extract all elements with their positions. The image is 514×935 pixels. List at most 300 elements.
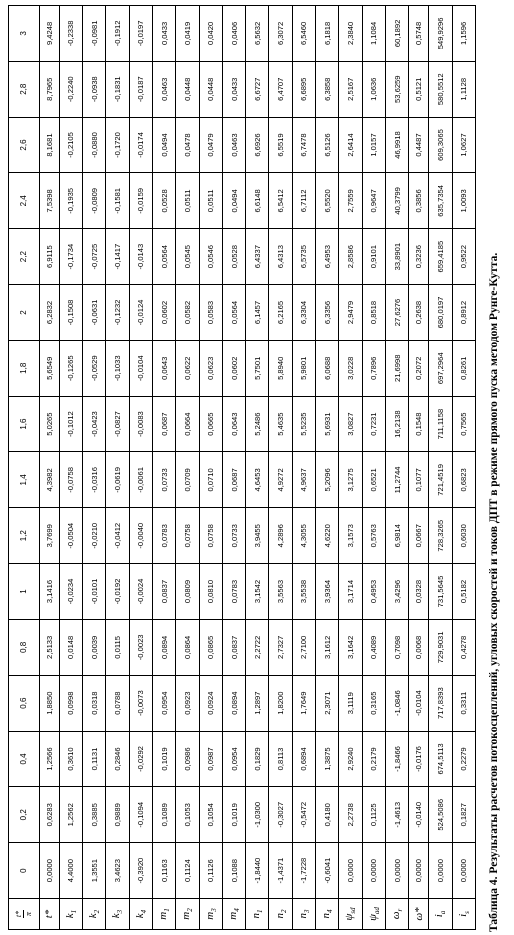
table-cell: 8,7965: [39, 61, 59, 117]
table-cell: 0,8113: [269, 731, 292, 787]
table-cell: 0,0000: [409, 843, 429, 899]
table-cell: 717,8393: [429, 675, 452, 731]
table-cell: -0,5472: [292, 787, 315, 843]
table-cell: -0,0234: [59, 564, 82, 620]
column-header: 1,8: [9, 340, 40, 396]
table-cell: 0,0783: [152, 508, 175, 564]
table-cell: -0,0292: [129, 731, 152, 787]
table-row: [59, 6, 82, 930]
table-cell: -0,0827: [106, 396, 129, 452]
table-row: [316, 6, 339, 930]
table-cell: 731,5645: [429, 564, 452, 620]
table-row: [106, 6, 129, 930]
table-cell: 0,0986: [176, 731, 199, 787]
table-cell: 6,6895: [292, 61, 315, 117]
table-row: [129, 6, 152, 930]
table-cell: 0,0923: [176, 675, 199, 731]
table-cell: 0,0318: [82, 675, 105, 731]
table-cell: 549,9296: [429, 6, 452, 62]
table-cell: 1,1128: [452, 61, 475, 117]
column-header: 2: [9, 285, 40, 341]
table-cell: 0,2072: [409, 340, 429, 396]
table-cell: -0,1734: [59, 229, 82, 285]
row-label: t*: [39, 899, 59, 930]
table-cell: 0,0494: [222, 173, 245, 229]
table-cell: 2,7559: [339, 173, 362, 229]
table-caption: Таблица 4. Результаты расчетов потокосцеплений, угловых скоростей и токов ДПТ в режиме прямого пуска методом Рунге-Кутта.: [488, 252, 500, 932]
table-cell: -0,0140: [409, 787, 429, 843]
table-cell: 2,5167: [339, 61, 362, 117]
table-cell: 0,1054: [199, 787, 222, 843]
table-cell: 0,1126: [199, 843, 222, 899]
table-cell: 2,7100: [292, 619, 315, 675]
table-cell: 4,9637: [292, 452, 315, 508]
table-cell: 0,0987: [199, 731, 222, 787]
table-cell: 0,6894: [292, 731, 315, 787]
table-cell: 5,7501: [246, 340, 269, 396]
table-cell: 0,0758: [176, 508, 199, 564]
table-cell: 0,0546: [199, 229, 222, 285]
table-cell: -1,8466: [386, 731, 409, 787]
table-cell: 0,2179: [362, 731, 385, 787]
table-cell: 3,5563: [269, 564, 292, 620]
table-row: [269, 6, 292, 930]
table-cell: 1,8200: [269, 675, 292, 731]
row-label: $k_1$: [59, 899, 82, 930]
table-cell: 0,9522: [452, 229, 475, 285]
table-cell: 6,3356: [316, 285, 339, 341]
table-cell: 4,3055: [292, 508, 315, 564]
table-cell: -0,0187: [129, 61, 152, 117]
table-cell: 0,0758: [199, 508, 222, 564]
corner-fraction: [14, 910, 33, 918]
row-label: $m_4$: [222, 899, 245, 930]
table-cell: 8,1681: [39, 117, 59, 173]
table-cell: 0,3311: [452, 675, 475, 731]
table-cell: 0,0115: [106, 619, 129, 675]
table-cell: 0,1163: [152, 843, 175, 899]
table-cell: -0,2105: [59, 117, 82, 173]
table-cell: 0,0433: [152, 6, 175, 62]
table-cell: 4,4000: [59, 843, 82, 899]
table-cell: 0,0837: [152, 564, 175, 620]
table-cell: 0,2638: [409, 285, 429, 341]
table-cell: 0,1019: [222, 787, 245, 843]
table-cell: 0,0420: [199, 6, 222, 62]
table-cell: 6,1457: [246, 285, 269, 341]
table-cell: 3,4623: [106, 843, 129, 899]
table-cell: 0,0894: [152, 619, 175, 675]
column-header: 0,4: [9, 731, 40, 787]
table-cell: 1,2562: [59, 787, 82, 843]
table-cell: 2,9240: [339, 731, 362, 787]
table-cell: 0,6823: [452, 452, 475, 508]
table-cell: 0,0000: [39, 843, 59, 899]
table-cell: 5,8940: [269, 340, 292, 396]
table-cell: -0,0631: [82, 285, 105, 341]
table-cell: 0,8518: [362, 285, 385, 341]
table-cell: 721,4519: [429, 452, 452, 508]
table-cell: 6,5412: [269, 173, 292, 229]
table-cell: 0,6521: [362, 452, 385, 508]
table-row: [429, 6, 452, 930]
table-cell: 0,3165: [362, 675, 385, 731]
table-cell: 5,5235: [292, 396, 315, 452]
table-row: [362, 6, 385, 930]
table-row: [452, 6, 475, 930]
table-cell: -1,4613: [386, 787, 409, 843]
table-cell: 3,1542: [246, 564, 269, 620]
table-cell: 0,4487: [409, 117, 429, 173]
table-cell: -0,3920: [129, 843, 152, 899]
table-cell: 0,0478: [176, 117, 199, 173]
table-row: [199, 6, 222, 930]
table-cell: -1,4371: [269, 843, 292, 899]
table-cell: 0,0545: [176, 229, 199, 285]
table-cell: -0,0880: [82, 117, 105, 173]
table-cell: -1,0300: [246, 787, 269, 843]
table-cell: 6,4953: [316, 229, 339, 285]
table-cell: 16,2138: [386, 396, 409, 452]
table-row: [339, 6, 362, 930]
table-cell: 6,5519: [269, 117, 292, 173]
table-cell: 0,4278: [452, 619, 475, 675]
table-cell: 46,9918: [386, 117, 409, 173]
table-cell: 5,2486: [246, 396, 269, 452]
table-cell: 0,1131: [82, 731, 105, 787]
table-cell: 2,8586: [339, 229, 362, 285]
row-label: $m_1$: [152, 899, 175, 930]
table-cell: 0,0564: [222, 285, 245, 341]
table-cell: 3,1714: [339, 564, 362, 620]
table-cell: -0,2240: [59, 61, 82, 117]
table-cell: -0,0412: [106, 508, 129, 564]
table-cell: 1,3551: [82, 843, 105, 899]
table-cell: 711,1158: [429, 396, 452, 452]
row-label: $n_2$: [269, 899, 292, 930]
table-cell: 0,3610: [59, 731, 82, 787]
table-cell: -0,0529: [82, 340, 105, 396]
table-cell: 0,0687: [222, 452, 245, 508]
table-cell: -0,0040: [129, 508, 152, 564]
table-cell: 3,1573: [339, 508, 362, 564]
table-cell: 0,4180: [316, 787, 339, 843]
table-cell: 0,6030: [452, 508, 475, 564]
column-header: 1: [9, 564, 40, 620]
table-cell: 0,5121: [409, 61, 429, 117]
table-cell: 6,7112: [292, 173, 315, 229]
table-cell: -0,1831: [106, 61, 129, 117]
table-cell: -0,0073: [129, 675, 152, 731]
row-label: $k_3$: [106, 899, 129, 930]
row-label: $\psi_{sd}$: [339, 899, 362, 930]
table-cell: -0,1912: [106, 6, 129, 62]
table-cell: -0,1265: [59, 340, 82, 396]
table-cell: 0,5182: [452, 564, 475, 620]
table-cell: 6,3304: [292, 285, 315, 341]
table-cell: 0,0000: [339, 843, 362, 899]
table-cell: 0,0783: [222, 564, 245, 620]
table-cell: 0,7565: [452, 396, 475, 452]
table-cell: -0,1720: [106, 117, 129, 173]
table-cell: 0,0710: [199, 452, 222, 508]
table-cell: -0,0758: [59, 452, 82, 508]
table-cell: 1,8850: [39, 675, 59, 731]
table-cell: -0,3027: [269, 787, 292, 843]
table-cell: 0,1829: [246, 731, 269, 787]
table-cell: 0,0788: [106, 675, 129, 731]
table-cell: 6,0688: [316, 340, 339, 396]
table-cell: -1,8440: [246, 843, 269, 899]
table-cell: 1,2566: [39, 731, 59, 787]
table-row: [246, 6, 269, 930]
table-cell: 0,1125: [362, 787, 385, 843]
table-cell: 53,6259: [386, 61, 409, 117]
table-cell: 3,9364: [316, 564, 339, 620]
table-row: [176, 6, 199, 930]
table-cell: 0,0643: [152, 340, 175, 396]
table-cell: 0,1088: [222, 843, 245, 899]
table-cell: 27,6276: [386, 285, 409, 341]
table-cell: -1,0846: [386, 675, 409, 731]
column-header: 2,8: [9, 61, 40, 117]
table-cell: 0,0448: [176, 61, 199, 117]
table-cell: 7,5398: [39, 173, 59, 229]
table-cell: 0,8261: [452, 340, 475, 396]
table-cell: 0,0954: [222, 731, 245, 787]
table-cell: 0,0894: [222, 675, 245, 731]
table-cell: 0,0068: [409, 619, 429, 675]
table-cell: 0,0511: [176, 173, 199, 229]
table-cell: 0,4953: [362, 564, 385, 620]
table-cell: -0,1094: [129, 787, 152, 843]
table-cell: 0,0000: [452, 843, 475, 899]
table-cell: -0,6041: [316, 843, 339, 899]
table-cell: 6,5126: [316, 117, 339, 173]
table-cell: 6,4313: [269, 229, 292, 285]
table-cell: 0,1089: [152, 787, 175, 843]
table-cell: 6,6926: [246, 117, 269, 173]
table-cell: 33,8901: [386, 229, 409, 285]
table-cell: 0,0709: [176, 452, 199, 508]
table-cell: 1,1596: [452, 6, 475, 62]
table-cell: 3,0228: [339, 340, 362, 396]
table-cell: 40,3799: [386, 173, 409, 229]
table-cell: 580,5512: [429, 61, 452, 117]
table-cell: 0,0924: [199, 675, 222, 731]
table-cell: -0,0809: [82, 173, 105, 229]
table-cell: 0,0406: [222, 6, 245, 62]
table-cell: -0,0316: [82, 452, 105, 508]
table-cell: 0,0810: [199, 564, 222, 620]
table-cell: 635,7354: [429, 173, 452, 229]
table-cell: 0,0954: [152, 675, 175, 731]
table-cell: 524,5086: [429, 787, 452, 843]
table-cell: -0,0938: [82, 61, 105, 117]
table-cell: 60,1892: [386, 6, 409, 62]
table-cell: 0,0998: [59, 675, 82, 731]
column-header: 2,2: [9, 229, 40, 285]
table-cell: 3,1275: [339, 452, 362, 508]
table-cell: 0,0039: [82, 619, 105, 675]
row-label: $m_3$: [199, 899, 222, 930]
table-cell: 0,0602: [152, 285, 175, 341]
table-cell: -0,0174: [129, 117, 152, 173]
column-header: 3: [9, 6, 40, 62]
table-cell: 3,1119: [339, 675, 362, 731]
table-cell: 0,0583: [199, 285, 222, 341]
table-cell: 0,9889: [106, 787, 129, 843]
table-cell: 674,5113: [429, 731, 452, 787]
table-cell: 6,5632: [246, 6, 269, 62]
column-header: 1,4: [9, 452, 40, 508]
table-cell: -0,0083: [129, 396, 152, 452]
column-header: 0,6: [9, 675, 40, 731]
table-cell: 697,2964: [429, 340, 452, 396]
table-cell: 5,9801: [292, 340, 315, 396]
table-cell: 3,1612: [316, 619, 339, 675]
table-cell: 0,1124: [176, 843, 199, 899]
table-cell: 6,5735: [292, 229, 315, 285]
table-cell: 6,4337: [246, 229, 269, 285]
table-cell: 0,0665: [199, 396, 222, 452]
table-cell: 0,0667: [409, 508, 429, 564]
table-cell: 0,0479: [199, 117, 222, 173]
table-cell: 3,1642: [339, 619, 362, 675]
table-cell: 1,1084: [362, 6, 385, 62]
table-cell: 0,0000: [386, 843, 409, 899]
table-header-row: [9, 6, 40, 930]
table-cell: 0,0463: [152, 61, 175, 117]
table-cell: 0,3885: [82, 787, 105, 843]
table-cell: 1,3875: [316, 731, 339, 787]
table-cell: 4,6220: [316, 508, 339, 564]
row-label: $\omega_r$: [386, 899, 409, 930]
table-cell: -0,0504: [59, 508, 82, 564]
table-cell: -0,0210: [82, 508, 105, 564]
table-cell: 3,0827: [339, 396, 362, 452]
table-cell: 6,5460: [292, 6, 315, 62]
table-cell: 0,6283: [39, 787, 59, 843]
table-row: [409, 6, 429, 930]
table-cell: 5,0265: [39, 396, 59, 452]
table-cell: 0,8912: [452, 285, 475, 341]
table-cell: 0,0148: [59, 619, 82, 675]
corner-numerator: t*: [14, 910, 24, 918]
column-header: 0: [9, 843, 40, 899]
table-cell: 1,0093: [452, 173, 475, 229]
table-cell: 0,4089: [362, 619, 385, 675]
table-cell: 0,0664: [176, 396, 199, 452]
column-header: 2,4: [9, 173, 40, 229]
table-cell: 0,0494: [152, 117, 175, 173]
column-header: 1,2: [9, 508, 40, 564]
table-cell: -0,0619: [106, 452, 129, 508]
column-header: 0,8: [9, 619, 40, 675]
row-label: $k_4$: [129, 899, 152, 930]
table-cell: 0,0528: [222, 229, 245, 285]
table-cell: 6,9814: [386, 508, 409, 564]
table-cell: 0,0564: [152, 229, 175, 285]
table-cell: 0,9647: [362, 173, 385, 229]
table-cell: 21,6998: [386, 340, 409, 396]
table-cell: 2,7327: [269, 619, 292, 675]
table-cell: -0,1508: [59, 285, 82, 341]
table-cell: 2,6414: [339, 117, 362, 173]
table-cell: 2,9479: [339, 285, 362, 341]
table-cell: -0,0423: [82, 396, 105, 452]
table-cell: 5,2096: [316, 452, 339, 508]
table-cell: -0,0024: [129, 564, 152, 620]
table-cell: 0,5763: [362, 508, 385, 564]
row-label: $n_4$: [316, 899, 339, 930]
table-cell: -0,1232: [106, 285, 129, 341]
column-header: 0,2: [9, 787, 40, 843]
table-cell: -0,1012: [59, 396, 82, 452]
table-cell: 0,0837: [222, 619, 245, 675]
row-label: $i_s$: [452, 899, 475, 930]
table-cell: 0,1077: [409, 452, 429, 508]
table-cell: -1,7228: [292, 843, 315, 899]
table-cell: -0,0197: [129, 6, 152, 62]
table-cell: -0,0101: [82, 564, 105, 620]
table-cell: 0,7098: [386, 619, 409, 675]
table-cell: 0,0433: [222, 61, 245, 117]
table-cell: 6,9115: [39, 229, 59, 285]
column-header: 2,6: [9, 117, 40, 173]
table-row: [152, 6, 175, 930]
table-cell: 6,7478: [292, 117, 315, 173]
table-cell: 3,7699: [39, 508, 59, 564]
table-cell: 4,2896: [269, 508, 292, 564]
table-cell: 0,9101: [362, 229, 385, 285]
table-row: [222, 6, 245, 930]
table-cell: 5,6931: [316, 396, 339, 452]
table-cell: 0,0528: [152, 173, 175, 229]
table-cell: 3,5538: [292, 564, 315, 620]
table-cell: 0,0864: [176, 619, 199, 675]
table-cell: -0,0981: [82, 6, 105, 62]
table-cell: 0,0622: [176, 340, 199, 396]
table-cell: 6,3072: [269, 6, 292, 62]
table-cell: 729,9031: [429, 619, 452, 675]
table-cell: 3,4296: [386, 564, 409, 620]
table-cell: 6,1818: [316, 6, 339, 62]
table-cell: 0,2279: [452, 731, 475, 787]
table-cell: -0,1033: [106, 340, 129, 396]
table-cell: 4,3982: [39, 452, 59, 508]
table-cell: 4,6453: [246, 452, 269, 508]
table-cell: 3,9455: [246, 508, 269, 564]
table-cell: 0,5748: [409, 6, 429, 62]
table-cell: -0,0159: [129, 173, 152, 229]
table-cell: 0,0623: [199, 340, 222, 396]
table-cell: -0,0725: [82, 229, 105, 285]
table-cell: 0,0419: [176, 6, 199, 62]
table-cell: 0,0643: [222, 396, 245, 452]
table-cell: 609,3065: [429, 117, 452, 173]
table-cell: -0,0104: [409, 675, 429, 731]
table-cell: 2,2738: [339, 787, 362, 843]
results-table-body: [9, 6, 476, 930]
table-cell: 6,6148: [246, 173, 269, 229]
table-cell: 0,2846: [106, 731, 129, 787]
table-cell: 1,7649: [292, 675, 315, 731]
table-row: [292, 6, 315, 930]
table-cell: 6,3858: [316, 61, 339, 117]
table-cell: 2,5133: [39, 619, 59, 675]
row-label: $i_a$: [429, 899, 452, 930]
